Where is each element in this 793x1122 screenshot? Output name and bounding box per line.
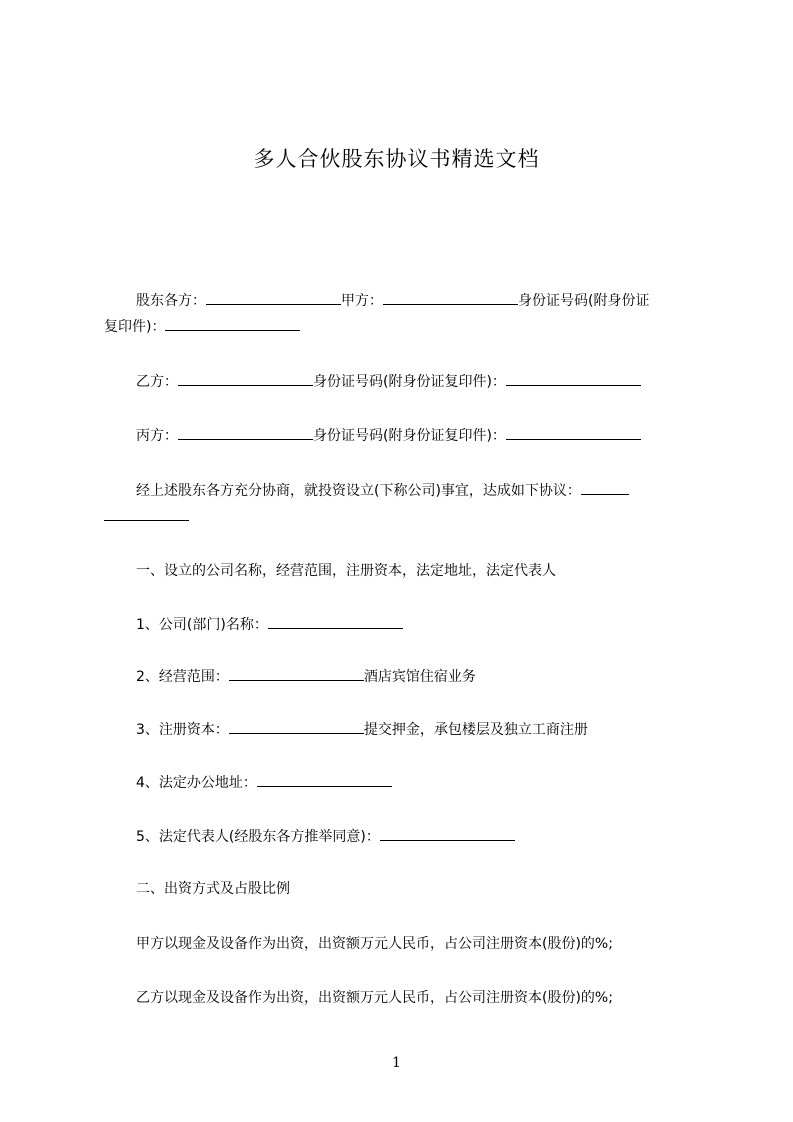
item1-label: 1、公司(部门)名称： (136, 617, 268, 633)
party-yi-name-blank (178, 371, 313, 386)
item2-line (104, 663, 704, 691)
preamble-line (104, 477, 704, 505)
page-number: 1 (392, 1055, 401, 1071)
section2-heading: 二、出资方式及占股比例 (136, 881, 290, 897)
item2-label: 2、经营范围： (136, 669, 229, 685)
party-bing-label: 丙方： (136, 428, 178, 444)
section2-jia-text: 甲方以现金及设备作为出资，出资额万元人民币，占公司注册资本(股份)的%; (136, 936, 613, 952)
parties-blank (206, 290, 341, 305)
party-yi-id-blank (506, 371, 641, 386)
parties-line-2 (104, 313, 704, 341)
section1-heading: 一、设立的公司名称，经营范围，注册资本，法定地址，法定代表人 (136, 563, 556, 579)
item3-suffix: 提交押金，承包楼层及独立工商注册 (363, 722, 588, 738)
party-bing-name-blank (178, 425, 313, 440)
party-yi-label: 乙方： (136, 374, 178, 390)
item4-line (104, 769, 704, 797)
parties-intro-label: 股东各方： (136, 293, 206, 309)
party-jia-label: 甲方： (341, 293, 383, 309)
item5-blank (380, 826, 515, 841)
preamble-line-2 (104, 503, 704, 531)
item2-blank (229, 666, 364, 681)
party-bing-line (104, 422, 704, 450)
item1-blank (268, 614, 403, 629)
parties-line-1 (104, 287, 704, 315)
document-title: 多人合伙股东协议书精选文档 (253, 147, 540, 171)
item4-blank (257, 772, 392, 787)
item3-label: 3、注册资本： (136, 722, 229, 738)
preamble-blank (581, 480, 629, 495)
party-yi-line (104, 368, 704, 396)
item5-line (104, 823, 704, 851)
item4-label: 4、法定办公地址： (136, 775, 257, 791)
party-bing-id-blank (506, 425, 641, 440)
preamble-text: 经上述股东各方充分协商，就投资设立(下称公司)事宜，达成如下协议： (136, 483, 581, 499)
party-jia-id-label-cont: 复印件)： (104, 319, 166, 335)
party-jia-name-blank (383, 290, 518, 305)
party-jia-id-label: 身份证号码(附身份证 (518, 293, 650, 309)
party-bing-id-label: 身份证号码(附身份证复印件)： (313, 428, 506, 444)
item3-blank (229, 719, 364, 734)
item3-line (104, 716, 704, 744)
party-yi-id-label: 身份证号码(附身份证复印件)： (313, 374, 506, 390)
preamble-blank-cont (104, 506, 189, 521)
item5-label: 5、法定代表人(经股东各方推举同意)： (136, 829, 380, 845)
party-jia-id-blank (165, 316, 300, 331)
item1-line (104, 611, 704, 639)
section2-yi-text: 乙方以现金及设备作为出资，出资额万元人民币，占公司注册资本(股份)的%; (136, 990, 613, 1006)
item2-suffix: 酒店宾馆住宿业务 (363, 669, 476, 685)
